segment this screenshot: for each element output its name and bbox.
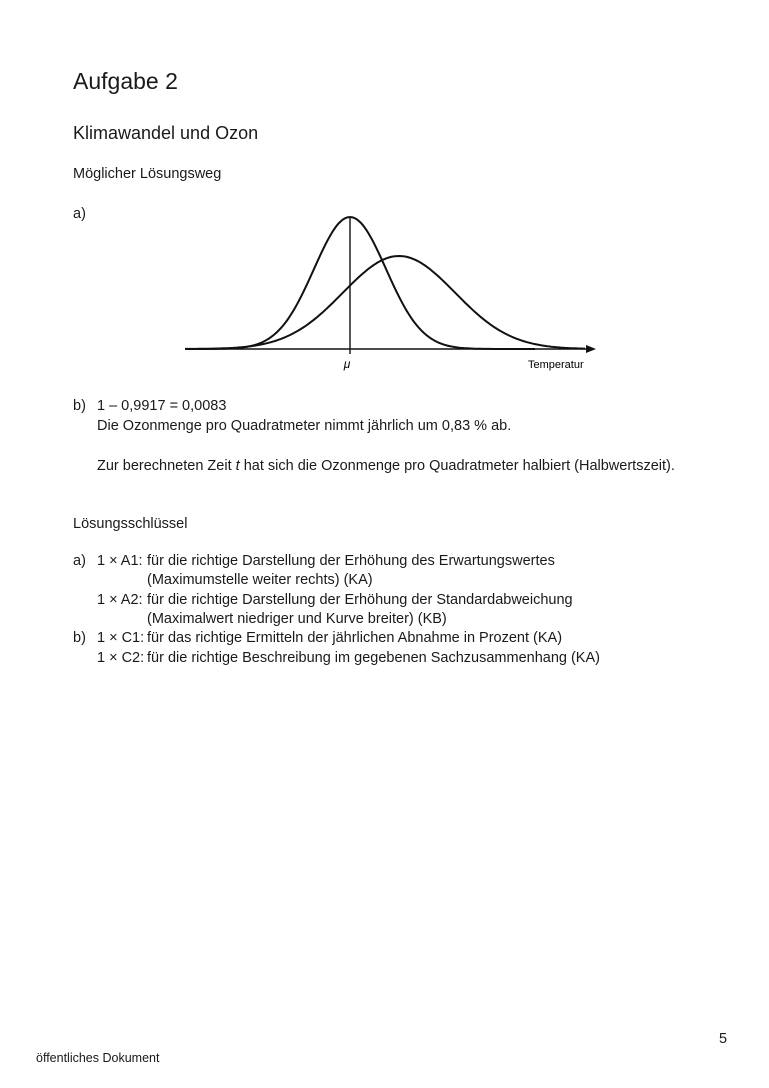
key-heading: Lösungsschlüssel bbox=[73, 516, 188, 532]
original-curve bbox=[185, 217, 535, 349]
key-a1-text: für die richtige Darstellung der Erhöhung des Erwartungswertes bbox=[147, 553, 555, 569]
calculation-line: 1 – 0,9917 = 0,0083 bbox=[97, 398, 227, 414]
page-number: 5 bbox=[719, 1031, 728, 1047]
key-a2-text: für die richtige Darstellung der Erhöhung der Standardabweichung bbox=[147, 592, 573, 608]
key-a2-continuation: (Maximalwert niedriger und Kurve breiter) (KB) bbox=[147, 611, 447, 627]
key-c2-code: 1 × C2: bbox=[97, 650, 145, 666]
key-b-label: b) bbox=[73, 630, 86, 646]
task-subtitle: Klimawandel und Ozon bbox=[73, 123, 259, 143]
key-a2-code: 1 × A2: bbox=[97, 592, 143, 608]
footer-text: öffentliches Dokument bbox=[36, 1051, 160, 1065]
interpretation-line: Die Ozonmenge pro Quadratmeter nimmt jährlich um 0,83 % ab. bbox=[97, 418, 512, 434]
mu-label: μ bbox=[343, 357, 351, 371]
x-axis-arrowhead bbox=[586, 345, 596, 353]
x-axis-label: Temperatur bbox=[528, 359, 584, 371]
part-b-label: b) bbox=[73, 398, 86, 414]
shifted-curve bbox=[185, 256, 585, 349]
page-title: Aufgabe 2 bbox=[73, 68, 178, 94]
solution-heading: Möglicher Lösungsweg bbox=[73, 166, 222, 182]
key-a1-continuation: (Maximumstelle weiter rechts) (KA) bbox=[147, 572, 373, 588]
key-a1-code: 1 × A1: bbox=[97, 553, 143, 569]
variable-t: t bbox=[235, 458, 240, 474]
key-a-label: a) bbox=[73, 553, 86, 569]
key-c2-text: für die richtige Beschreibung im gegebenen Sachzusammenhang (KA) bbox=[147, 650, 600, 666]
key-c1-text: für das richtige Ermitteln der jährlichen Abnahme in Prozent (KA) bbox=[147, 630, 563, 646]
part-a-label: a) bbox=[73, 206, 86, 222]
halving-line: Zur berechneten Zeit t hat sich die Ozonmenge pro Quadratmeter halbiert (Halbwertszeit). bbox=[97, 458, 675, 474]
key-c1-code: 1 × C1: bbox=[97, 630, 145, 646]
normal-distribution-sketch bbox=[175, 200, 605, 380]
